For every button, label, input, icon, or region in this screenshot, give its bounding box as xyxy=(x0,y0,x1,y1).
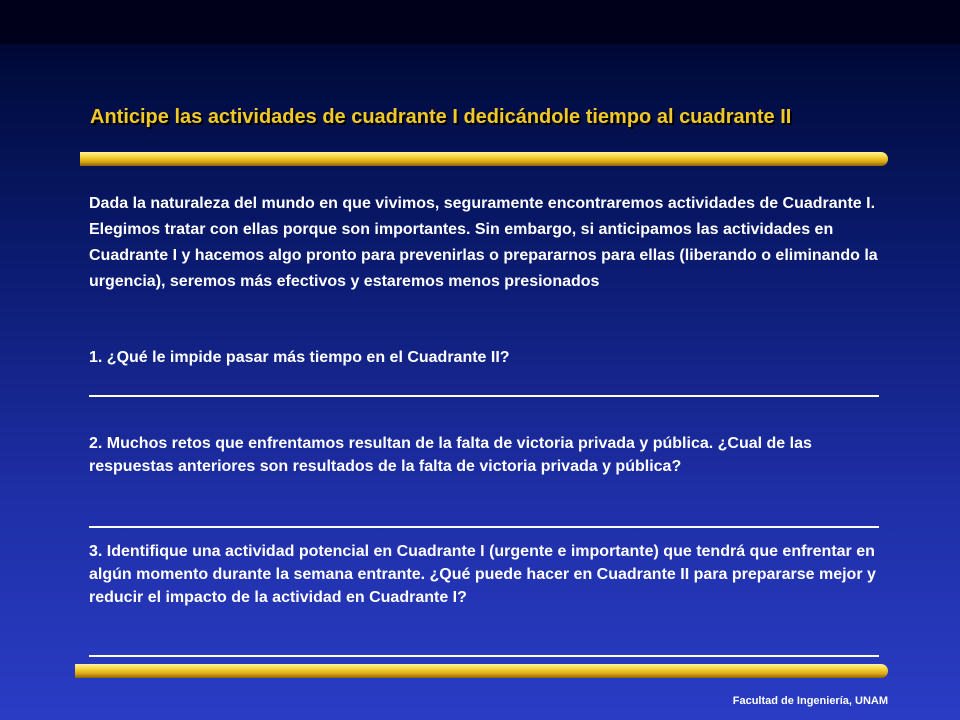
answer-line-2 xyxy=(89,526,879,528)
footer-institution: Facultad de Ingeniería, UNAM xyxy=(732,695,888,707)
question-2: 2. Muchos retos que enfrentamos resultan de la falta de victoria privada y pública. ¿Cual de las respuestas anteriores son resultados de la falta de victoria privada y pública? xyxy=(89,435,812,475)
answer-line-1 xyxy=(89,395,879,397)
bottom-bar xyxy=(75,664,888,678)
intro-paragraph: Dada la naturaleza del mundo en que vivimos, seguramente encontraremos actividades de Cuadrante I. Elegimos tratar con ellas porque son importantes. Sin embargo, si anticipamos las actividades en Cuadrante I y hacemos algo pronto para prevenirlas o prepararnos para ellas (liberando o eliminando la urgencia), seremos más efectivos y estaremos menos presionados xyxy=(89,195,878,290)
question-1: 1. ¿Qué le impide pasar más tiempo en el Cuadrante II? xyxy=(89,349,510,366)
slide-title: Anticipe las actividades de cuadrante I dedicándole tiempo al cuadrante II xyxy=(90,106,792,128)
answer-line-3 xyxy=(89,655,879,657)
question-3: 3. Identifique una actividad potencial en Cuadrante I (urgente e importante) que tendrá que enfrentar en algún momento durante la semana entrante. ¿Qué puede hacer en Cuadrante II para prepararse mejor y reducir el impacto de la actividad en Cuadrante I? xyxy=(89,543,876,606)
title-underline-bar xyxy=(80,152,888,166)
top-dark-band xyxy=(0,0,960,44)
